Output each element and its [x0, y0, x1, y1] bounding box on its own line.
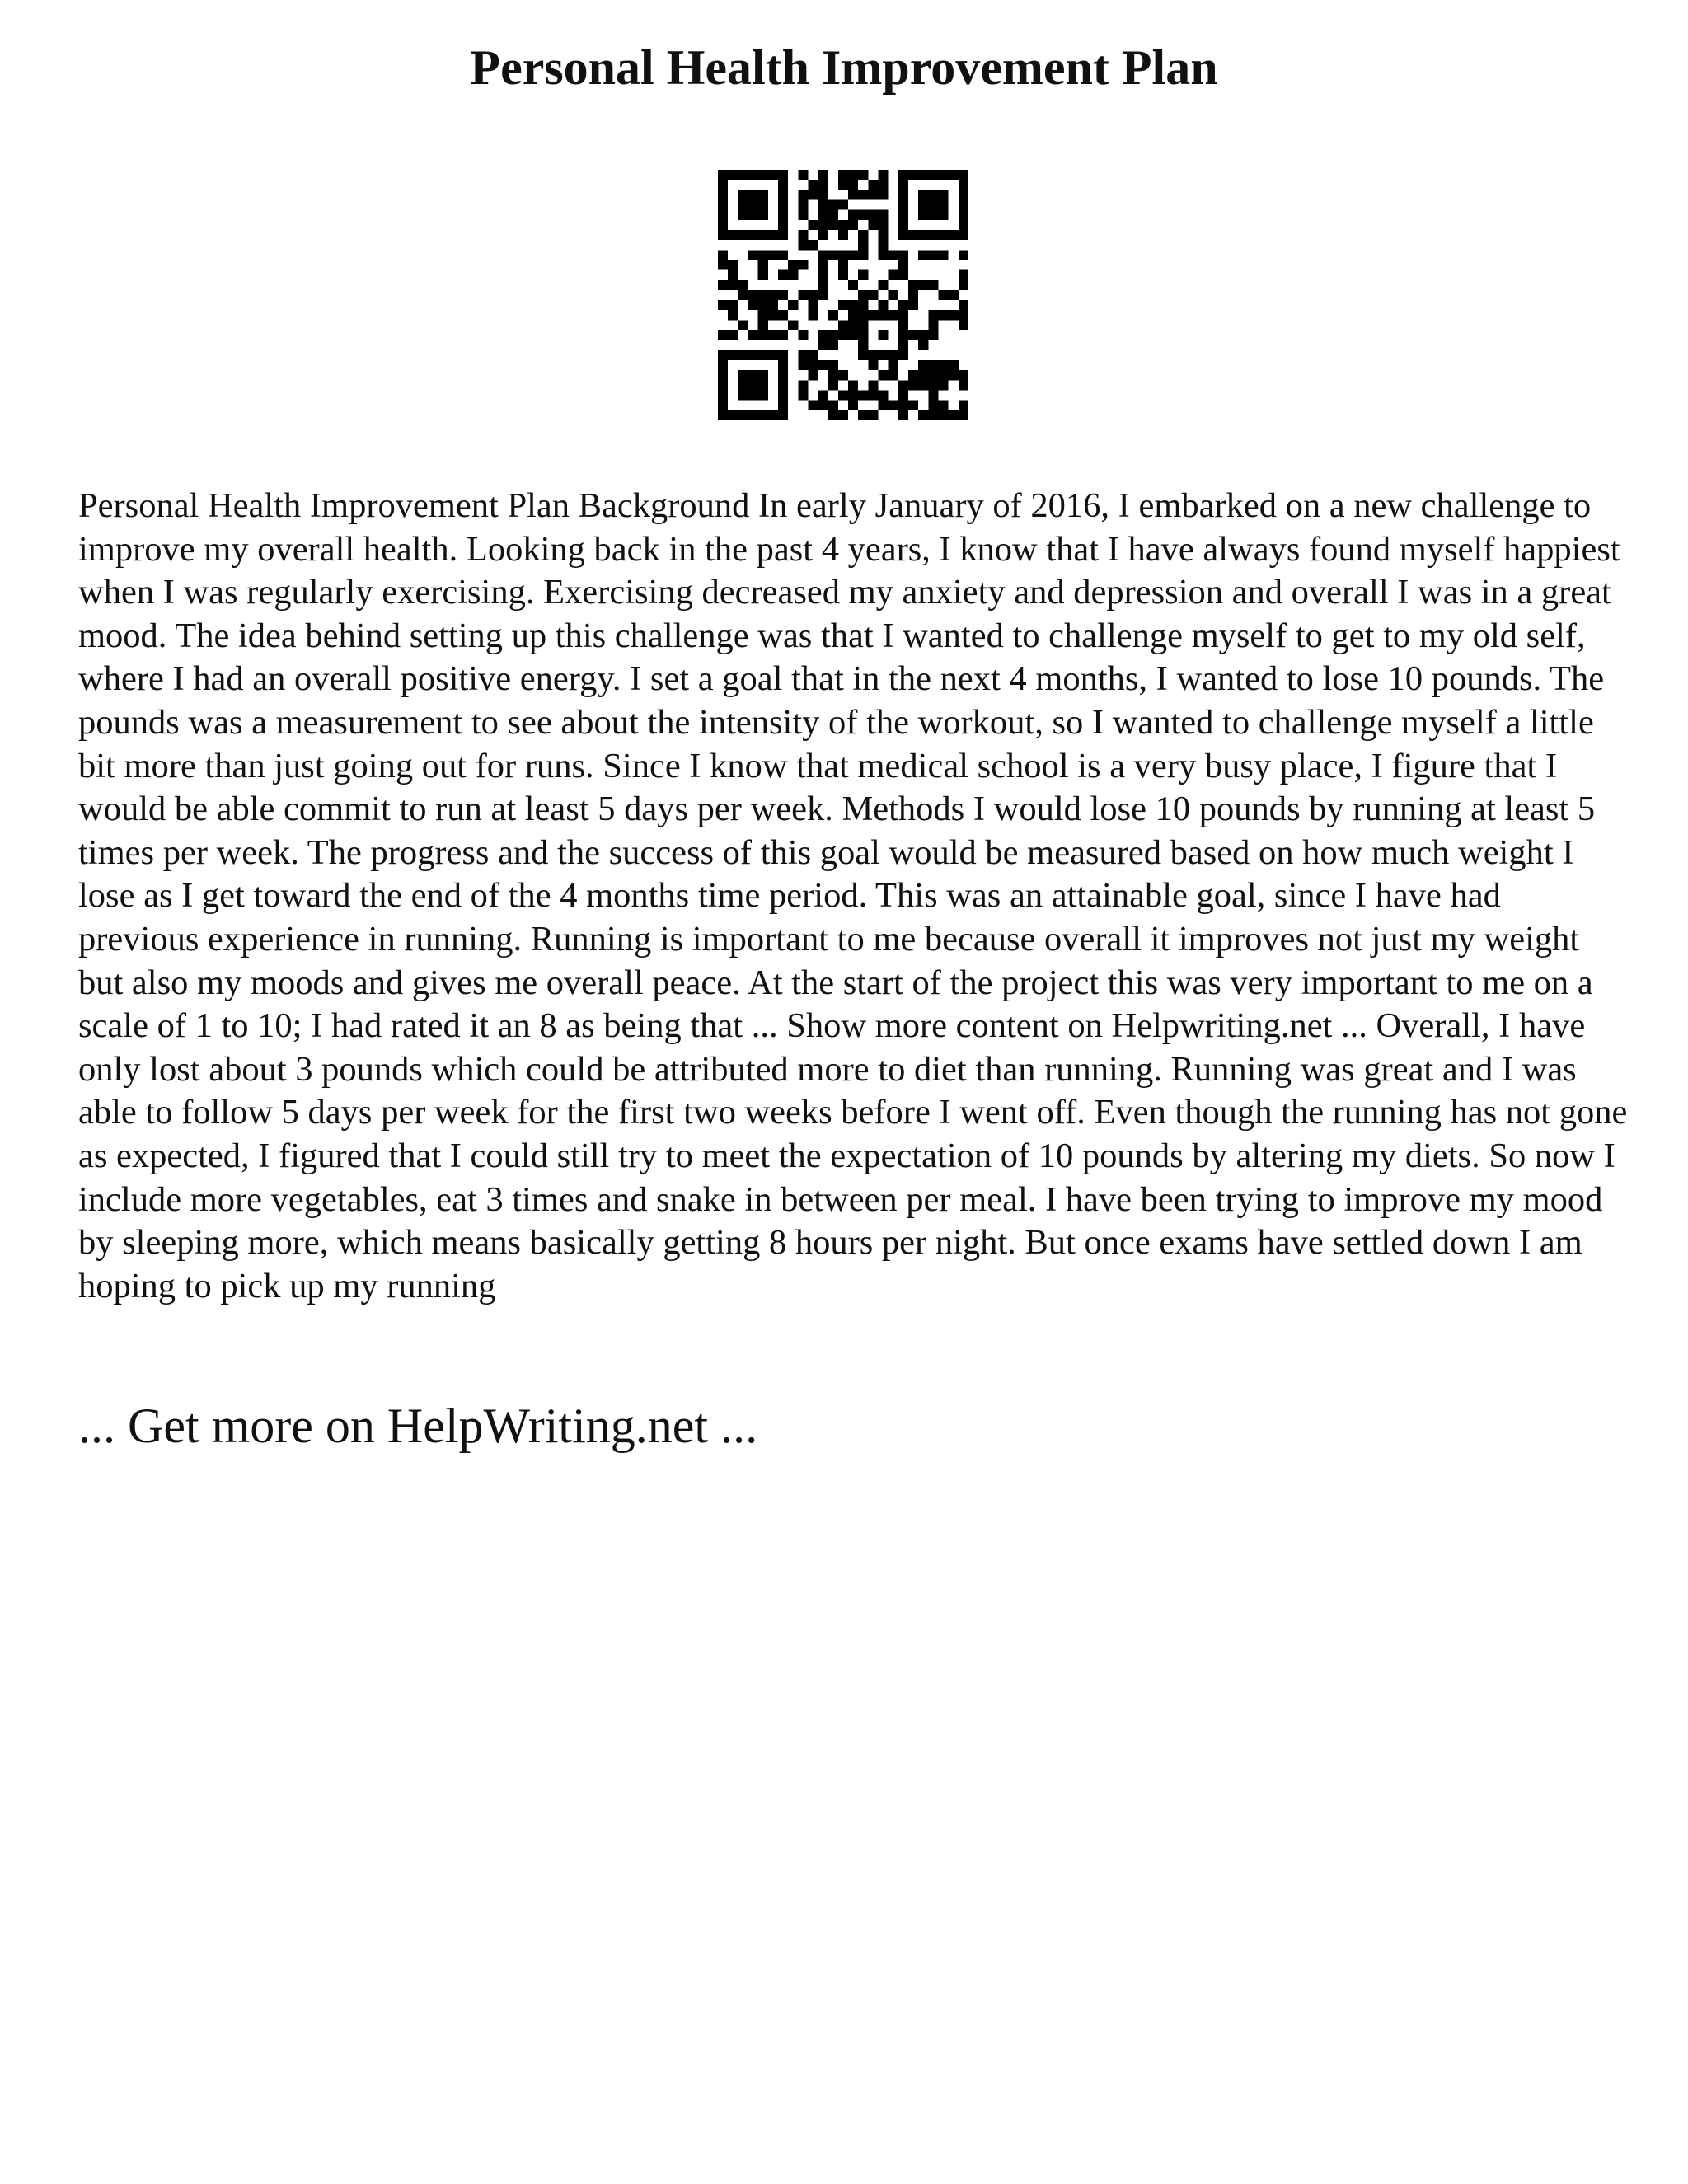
body-paragraph: Personal Health Improvement Plan Background In early January of 2016, I embarked on a new challenge to improve my overall health. Looking back in the past 4 years, I know that I have always found myself happiest when I was regularly exercising. Exercising decreased my anxiety and depression and overall I was in a great mood. The idea behind setting up this challenge was that I wanted to challenge myself to get to my old self, where I had an overall positive energy. I set a goal that in the next 4 months, I wanted to lose 10 pounds. The pounds was a measurement to see about the intensity of the workout, so I wanted to challenge myself a little bit more than just going out for runs. Since I know that medical school is a very busy place, I figure that I would be able commit to run at least 5 days per week. Methods I would lose 10 pounds by running at least 5 times per week. The progress and the success of this goal would be measured based on how much weight I lose as I get toward the end of the 4 months time period. This was an attainable goal, since I have had previous experience in running. Running is important to me because overall it improves not just my weight but also my moods and gives me overall peace. At the start of the project this was very important to me on a scale of 1 to 10; I had rated it an 8 as being that ... Show more content on Helpwriting.net ... Overall, I have only lost about 3 pounds which could be attributed more to diet than running. Running was great and I was able to follow 5 days per week for the first two weeks before I went off. Even though the running has not gone as expected, I figured that I could still try to meet the expectation of 10 pounds by altering my diets. So now I include more vegetables, eat 3 times and snake in between per meal. I have been trying to improve my mood by sleeping more, which means basically getting 8 hours per night. But once exams have settled down I am hoping to pick up my running: [78, 486, 1628, 1305]
qr-code-icon: [718, 170, 968, 420]
page-title: Personal Health Improvement Plan: [470, 40, 1218, 95]
get-more-link[interactable]: ... Get more on HelpWriting.net ...: [78, 1399, 758, 1453]
